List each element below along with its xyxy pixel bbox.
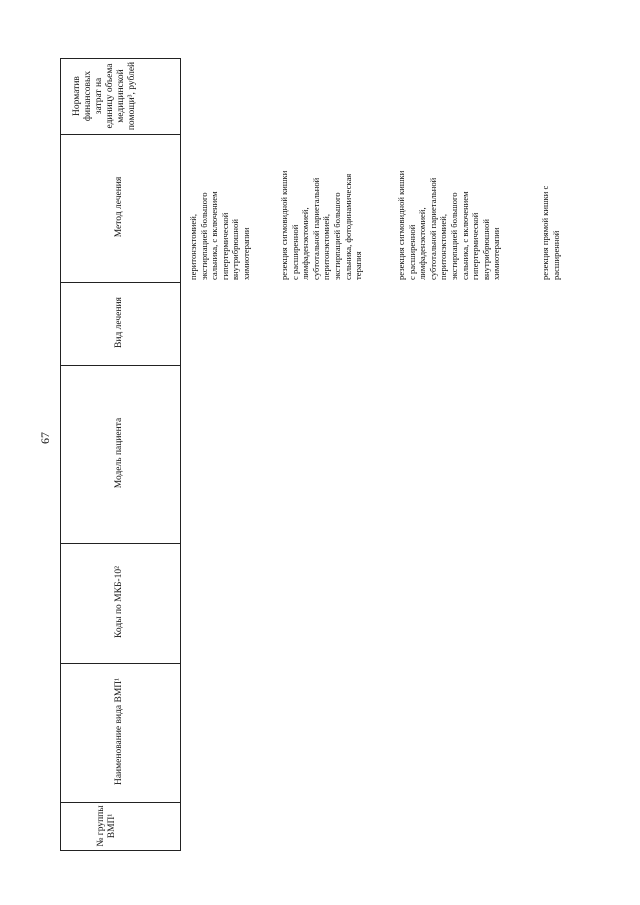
table-border-bottom [60, 850, 181, 851]
page-number: 67 [38, 432, 52, 444]
header-number: № группы ВМП¹ [96, 805, 117, 847]
header-border-right [180, 58, 181, 851]
method-entry: резекция сигмовидной кишки с расширенной лимфаденэктомией, субтотальной париетальной перитонэктомией, экстирпацией большого сальника, с включением гипертермической внутрибрюшной химиотерапии [396, 170, 502, 280]
header-model: Модель пациента [114, 417, 124, 489]
method-entry: перитонэктомией, экстирпацией большого сальника, с включением гипертермической внутрибрюшной химиотерапии [188, 191, 251, 280]
header-codes: Коды по МКБ-10² [114, 566, 124, 638]
header-name: Наименование вида ВМП¹ [114, 677, 124, 786]
header-type: Вид лечения [114, 297, 124, 348]
method-entry: резекция сигмовидной кишки с расширенной лимфаденэктомией, субтотальной париетальной перитонэктомией, экстирпацией большого сальника, фотодинамическая терапия [279, 170, 364, 280]
header-method: Метод лечения [114, 176, 124, 238]
col-separator-6 [60, 802, 181, 803]
table-border-left [60, 58, 61, 851]
table-border-top [60, 58, 181, 59]
header-norm: Норматив финансовых затрат на единицу объема медицинской помощи³, рублей [72, 61, 137, 131]
method-entry: резекция прямой кишки с расширенной [540, 185, 561, 280]
